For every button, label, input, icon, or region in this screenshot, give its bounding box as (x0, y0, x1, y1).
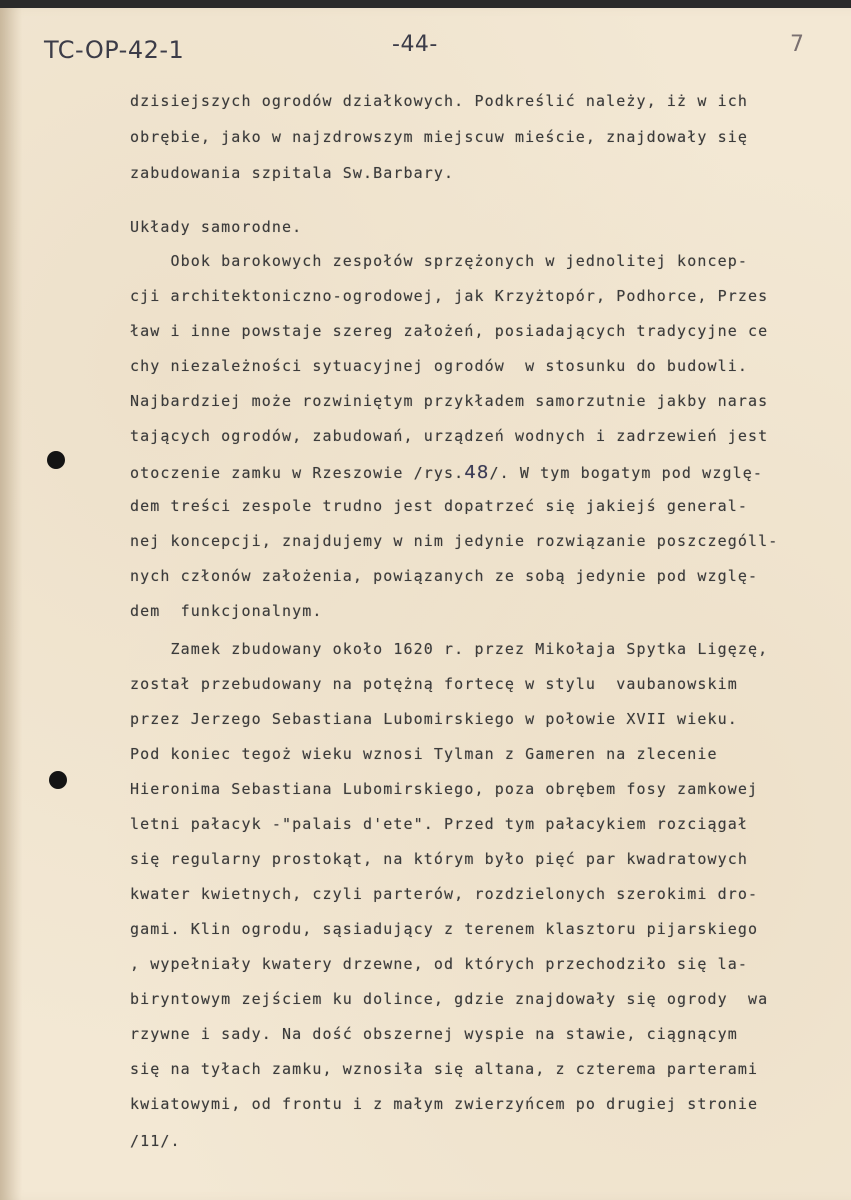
text-line: , wypełniały kwatery drzewne, od których przechodziło się la- (130, 955, 748, 973)
punch-hole (47, 451, 65, 469)
text-line: Zamek zbudowany około 1620 r. przez Mikołaja Spytka Ligęzę, (130, 640, 769, 658)
text-line: letni pałacyk -"palais d'ete". Przed tym pałacykiem rozciągał (130, 815, 748, 833)
text-segment: otoczenie zamku w Rzeszowie /rys. (130, 464, 465, 482)
text-line: tających ogrodów, zabudowań, urządzeń wodnych i zadrzewień jest (130, 427, 769, 445)
text-line: się na tyłach zamku, wznosiła się altana, z czterema parterami (130, 1060, 759, 1078)
figure-ref-number-handwritten: 48 (464, 462, 490, 483)
archive-id-handwritten: TC-OP-42-1 (44, 36, 185, 64)
section-heading: Układy samorodne. (130, 218, 303, 236)
text-line: przez Jerzego Sebastiana Lubomirskiego w połowie XVII wieku. (130, 710, 738, 728)
text-line: Najbardziej może rozwiniętym przykładem samorzutnie jakby naras (130, 392, 769, 410)
text-line: gami. Klin ogrodu, sąsiadujący z terenem klasztoru pijarskiego (130, 920, 759, 938)
text-line: obrębie, jako w najzdrowszym miejscuw mieście, znajdowały się (130, 128, 748, 146)
text-line: dem treści zespole trudno jest dopatrzeć się jakiejś general- (130, 497, 748, 515)
text-line: Pod koniec tegoż wieku wznosi Tylman z Gameren na zlecenie (130, 745, 718, 763)
text-line: /11/. (130, 1132, 181, 1150)
text-line: nych członów założenia, powiązanych ze sobą jedynie pod wzglę- (130, 567, 759, 585)
corner-page-mark: 7 (790, 32, 805, 57)
text-segment: /. W tym bogatym pod wzglę- (489, 464, 763, 482)
text-line-with-figure-ref (130, 462, 820, 483)
text-line: cji architektoniczno-ogrodowej, jak Krzyżtopór, Podhorce, Przes (130, 287, 769, 305)
punch-hole (49, 771, 67, 789)
text-line: kwater kwietnych, czyli parterów, rozdzielonych szerokimi dro- (130, 885, 759, 903)
text-line: się regularny prostokąt, na którym było pięć par kwadratowych (130, 850, 748, 868)
text-line: kwiatowymi, od frontu i z małym zwierzyńcem po drugiej stronie (130, 1095, 759, 1113)
text-line: biryntowym zejściem ku dolince, gdzie znajdowały się ogrody wa (130, 990, 769, 1008)
text-line: ław i inne powstaje szereg założeń, posiadających tradycyjne ce (130, 322, 769, 340)
text-line: dzisiejszych ogrodów działkowych. Podkreślić należy, iż w ich (130, 92, 748, 110)
page-number: -44- (392, 32, 438, 57)
text-line: rzywne i sady. Na dość obszernej wyspie na stawie, ciągnącym (130, 1025, 738, 1043)
document-page (0, 8, 851, 1200)
text-line: został przebudowany na potężną fortecę w stylu vaubanowskim (130, 675, 738, 693)
text-line: dem funkcjonalnym. (130, 602, 323, 620)
text-line: chy niezależności sytuacyjnej ogrodów w stosunku do budowli. (130, 357, 748, 375)
text-line: nej koncepcji, znajdujemy w nim jedynie rozwiązanie poszczególl- (130, 532, 779, 550)
text-line: Obok barokowych zespołów sprzężonych w jednolitej koncep- (130, 252, 748, 270)
text-line: Hieronima Sebastiana Lubomirskiego, poza obrębem fosy zamkowej (130, 780, 759, 798)
text-line: zabudowania szpitala Sw.Barbary. (130, 164, 455, 182)
